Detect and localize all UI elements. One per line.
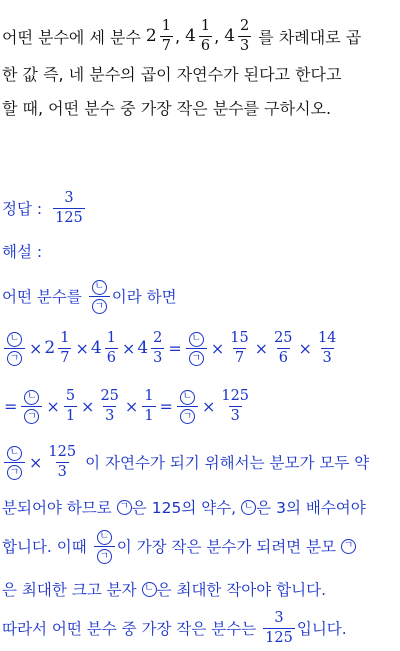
question-text: 어떤 분수에 세 분수: [2, 27, 141, 47]
question-line-3: 할 때, 어떤 분수 중 가장 작은 분수를 구하시오.: [2, 98, 332, 118]
answer-label: 정답 :: [2, 200, 43, 218]
paragraph-line-3: 합니다. 이때 $\frac{\text{ㄴ}}{\text{ㄱ}}$ 이 가장 작은 분수가 되려면 분모 ㄱ: [2, 524, 400, 568]
paragraph-line-4: 은 최대한 크고 분자 ㄴ 은 최대한 작아야 합니다.: [2, 581, 327, 599]
mixed-number: 2 $\frac{1}{7}$: [145, 18, 171, 54]
circled-nieun-icon: ㄴ: [97, 530, 112, 545]
question-line-2: 한 값 즉, 네 분수의 곱이 자연수가 된다고 한다고: [2, 64, 342, 84]
equation-line-2: = $\frac{\text{ㄴ}}{\text{ㄱ}}$ × $\frac{5}{1}$ × $\frac{25}{3}$ × $\frac{1}{1}$ = $\frac{\text{ㄴ}}{\text{ㄱ}}$ × $\frac{125}{3}$: [4, 388, 250, 424]
circled-giyeok-icon: ㄱ: [7, 465, 22, 480]
circled-nieun-icon: ㄴ: [180, 390, 195, 405]
circled-giyeok-icon: ㄱ: [7, 351, 22, 366]
final-answer-fraction: $\frac{3}{125}$: [265, 610, 293, 646]
symbol-fraction: [4, 329, 25, 367]
circled-nieun-icon: ㄴ: [7, 446, 22, 461]
symbol-fraction: [177, 387, 198, 425]
question-line-1: 어떤 분수에 세 분수 2 $\frac{1}{7}$ , 4 $\frac{1}{6}$ , 4 $\frac{2}{3}$ 를 차례대로 곱: [2, 18, 362, 54]
answer-line: [2, 186, 400, 230]
circled-giyeok-icon: ㄱ: [341, 539, 356, 554]
answer-fraction: $\frac{3}{125}$: [55, 190, 83, 226]
paragraph-line-5: 따라서 어떤 분수 중 가장 작은 분수는 $\frac{3}{125}$ 입니다.: [2, 610, 347, 646]
paragraph-line-2: 분되어야 하므로 ㄱ 은 125의 약수, ㄴ 은 3의 배수여야: [2, 499, 366, 517]
mixed-number: 4 $\frac{1}{6}$: [185, 18, 211, 54]
symbol-fraction: [94, 527, 115, 565]
mixed-number: 4 $\frac{2}{3}$: [224, 18, 250, 54]
circled-giyeok-icon: ㄱ: [92, 299, 107, 314]
symbol-fraction: [21, 387, 42, 425]
symbol-fraction: [4, 443, 25, 481]
paragraph-line-1: $\frac{\text{ㄴ}}{\text{ㄱ}}$ × $\frac{125}{3}$ 이 자연수가 되기 위해서는 분모가 모두 약: [2, 440, 400, 484]
circled-nieun-icon: ㄴ: [142, 582, 157, 597]
circled-giyeok-icon: ㄱ: [189, 351, 204, 366]
intro-line: 어떤 분수를 $\frac{\text{ㄴ}}{\text{ㄱ}}$ 이라 하면: [2, 276, 400, 316]
equation-line-1: $\frac{\text{ㄴ}}{\text{ㄱ}}$ × 2 $\frac{1}{7}$ × 4 $\frac{1}{6}$ × 4 $\frac{2}{3}$ = $\frac{\text{ㄴ}}{\text{ㄱ}}$ × $\frac{15}{7}$ × $\frac{25}{6}$ × $\frac{14}{3}$: [2, 326, 400, 370]
circled-nieun-icon: ㄴ: [189, 332, 204, 347]
circled-nieun-icon: ㄴ: [24, 390, 39, 405]
circled-giyeok-icon: ㄱ: [24, 409, 39, 424]
explanation-label: 해설 :: [2, 243, 43, 261]
symbol-fraction: [89, 277, 110, 315]
question-text: 를 차례대로 곱: [258, 27, 362, 47]
circled-giyeok-icon: ㄱ: [180, 409, 195, 424]
circled-nieun-icon: ㄴ: [92, 280, 107, 295]
circled-nieun-icon: ㄴ: [7, 332, 22, 347]
symbol-fraction: [186, 329, 207, 367]
circled-giyeok-icon: ㄱ: [97, 549, 112, 564]
circled-nieun-icon: ㄴ: [241, 500, 256, 515]
circled-giyeok-icon: ㄱ: [117, 500, 132, 515]
